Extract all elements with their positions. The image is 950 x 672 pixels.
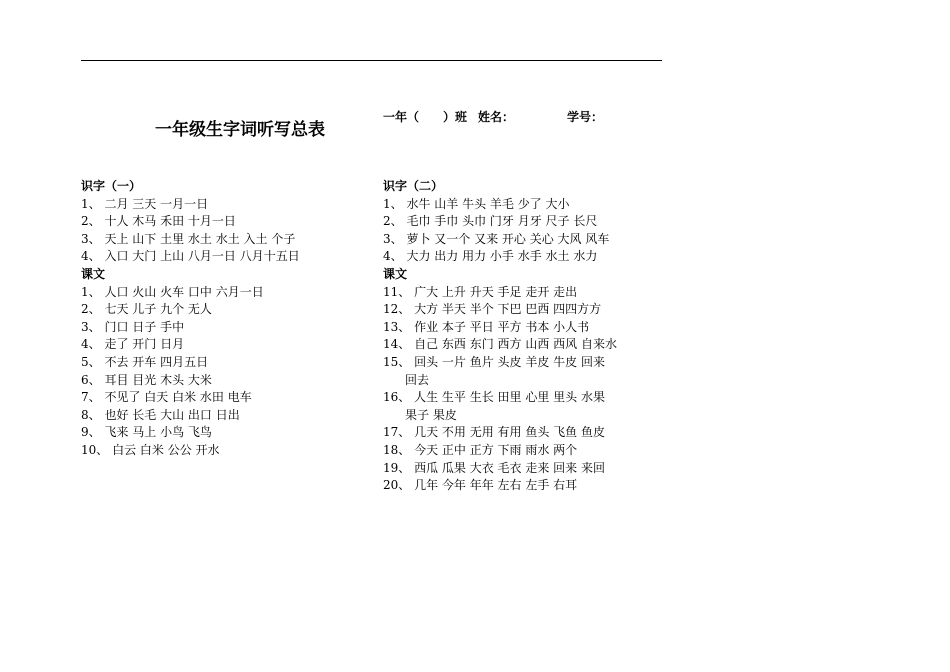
list-item: 17、 几天 不用 无用 有用 鱼头 飞鱼 鱼皮	[383, 425, 605, 440]
list-item: 2、 毛巾 手巾 头巾 门牙 月牙 尺子 长尺	[383, 214, 598, 229]
list-item: 15、 回头 一片 鱼片 头皮 羊皮 牛皮 回来	[383, 354, 605, 369]
list-item: 20、 几年 今年 年年 左右 左手 右耳	[383, 478, 578, 493]
list-item: 1、 人口 火山 火车 口中 六月一日	[81, 284, 264, 299]
list-item: 5、 不去 开车 四月五日	[81, 354, 209, 369]
list-item: 12、 大方 半天 半个 下巴 巴西 四四方方	[383, 302, 602, 317]
section-title-shizi-1: 识字（一）	[81, 179, 142, 193]
class-label: 一年（ ）班	[383, 110, 468, 124]
right-column	[383, 178, 668, 495]
list-item: 3、 天上 山下 土里 水土 水土 入土 个子	[81, 231, 296, 246]
list-item: 18、 今天 正中 正方 下雨 雨水 两个	[383, 442, 578, 457]
list-item: 3、 门口 日子 手中	[81, 319, 185, 334]
list-item: 2、 七天 儿子 九个 无人	[81, 302, 212, 317]
left-column	[81, 178, 361, 460]
list-item: 14、 自己 东西 东门 西方 山西 西风 自来水	[383, 337, 617, 352]
list-item: 4、 大力 出力 用力 小手 水手 水土 水力	[383, 249, 598, 264]
list-item: 6、 耳目 目光 木头 大米	[81, 372, 212, 387]
list-item: 8、 也好 长毛 大山 出口 日出	[81, 407, 240, 422]
list-item: 3、 萝卜 又一个 又来 开心 关心 大风 风车	[383, 231, 610, 246]
name-label: 姓名：	[478, 110, 515, 124]
list-item: 7、 不见了 白天 白米 水田 电车	[81, 390, 252, 405]
list-item: 13、 作业 本子 平日 平方 书本 小人书	[383, 319, 590, 334]
list-item: 11、 广大 上升 升天 手足 走开 走出	[383, 284, 578, 299]
list-item-continuation: 果子 果皮	[405, 407, 457, 422]
page-title: 一年级生字词听写总表	[155, 120, 325, 140]
list-item: 1、 水牛 山羊 牛头 羊毛 少了 大小	[383, 196, 570, 211]
top-rule	[81, 60, 662, 61]
list-item: 16、 人生 生平 生长 田里 心里 里头 水果	[383, 390, 605, 405]
student-id-label: 学号：	[567, 110, 604, 124]
section-title-kewen-left: 课文	[81, 266, 106, 281]
list-item: 4、 走了 开门 日月	[81, 337, 185, 352]
list-item: 9、 飞来 马上 小鸟 飞鸟	[81, 425, 212, 440]
list-item-continuation: 回去	[405, 372, 430, 387]
list-item: 2、 十人 木马 禾田 十月一日	[81, 214, 236, 229]
section-title-kewen-right: 课文	[383, 266, 408, 281]
list-item: 1、 二月 三天 一月一日	[81, 196, 209, 211]
list-item: 4、 入口 大门 上山 八月一日 八月十五日	[81, 249, 300, 264]
list-item: 19、 西瓜 瓜果 大衣 毛衣 走来 回来 来回	[383, 460, 605, 475]
section-title-shizi-2: 识字（二）	[383, 179, 444, 193]
list-item: 10、 白云 白米 公公 开水	[81, 442, 220, 457]
